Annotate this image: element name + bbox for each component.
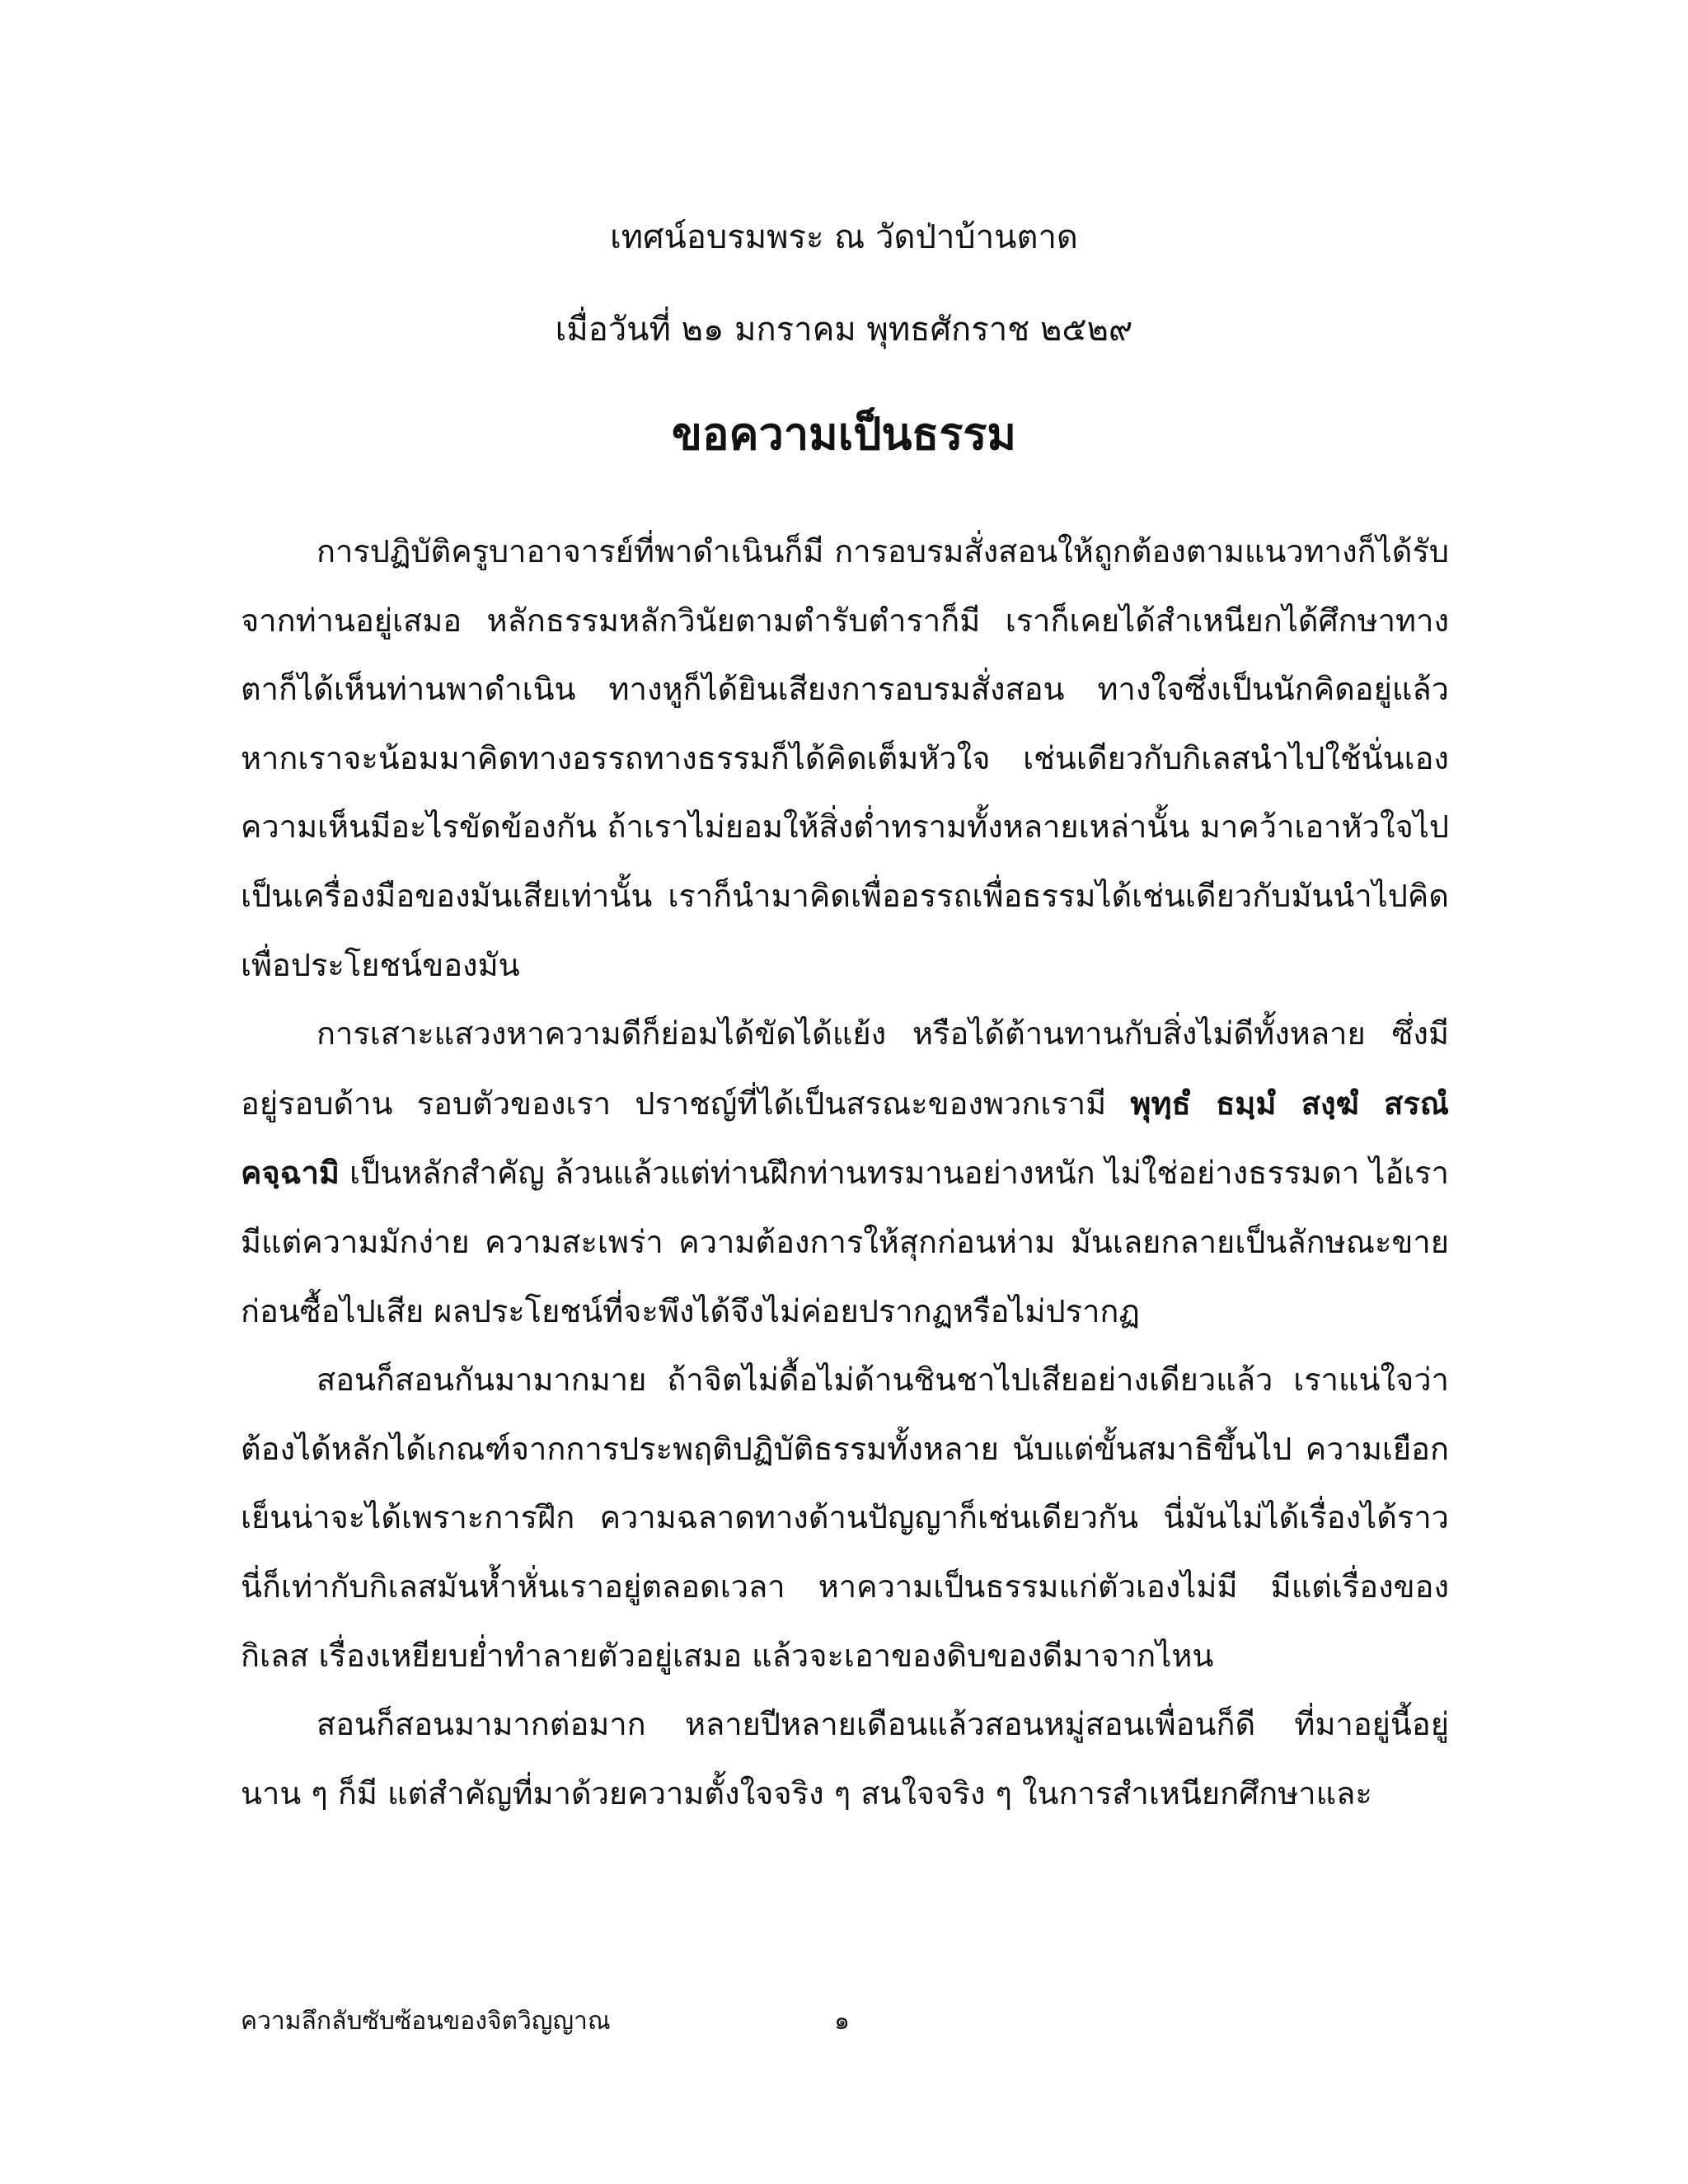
paragraph-2-text-start: การเสาะแสวงหาความดีก็ย่อมได้ขัดได้แย้ง หรือได้ต้านทานกับสิ่งไม่ดีทั้งหลาย ซึ่งมีอยู่รอบด้าน รอบตัวของเรา ปราชญ์ที่ได้เป็นสรณะของพวกเรามี: [241, 1015, 1449, 1122]
pali-refuge-phrase: พุทฺธํ ธมฺมํ สงฺฆํ สรณํ คจฺฉามิ: [241, 1084, 1449, 1192]
paragraph-4: สอนก็สอนมามากต่อมาก หลายปีหลายเดือนแล้วสอนหมู่สอนเพื่อนก็ดี ที่มาอยู่นี้อยู่นาน ๆ ก็มี แต่สำคัญที่มาด้วยความตั้งใจจริง ๆ สนใจจริง ๆ ในการสำเหนียกศึกษาและ: [241, 1706, 1449, 1811]
sermon-header-location: เทศน์อบรมพระ ณ วัดป่าบ้านตาด: [610, 218, 1078, 256]
page-footer: [241, 2001, 1449, 2042]
sermon-body: [241, 518, 1449, 1828]
paragraph-3: สอนก็สอนกันมามากมาย ถ้าจิตไม่ดื้อไม่ด้านชินชาไปเสียอย่างเดียวแล้ว เราแน่ใจว่าต้องได้หลักได้เกณฑ์จากการประพฤติปฏิบัติธรรมทั้งหลาย นับแต่ขั้นสมาธิขึ้นไป ความเยือกเย็นน่าจะได้เพราะการฝึก ความฉลาดทางด้านปัญญาก็เช่นเดียวกัน นี่มันไม่ได้เรื่องได้ราว นี่ก็เท่ากับกิเลสมันห้ำหั่นเราอยู่ตลอดเวลา หาความเป็นธรรมแก่ตัวเองไม่มี มีแต่เรื่องของกิเลส เรื่องเหยียบย่ำทำลายตัวอยู่เสมอ แล้วจะเอาของดิบของดีมาจากไหน: [241, 1361, 1449, 1674]
paragraph-1: การปฏิบัติครูบาอาจารย์ที่พาดำเนินก็มี การอบรมสั่งสอนให้ถูกต้องตามแนวทางก็ได้รับจากท่านอยู่เสมอ หลักธรรมหลักวินัยตามตำรับตำราก็มี เราก็เคยได้สำเหนียกได้ศึกษาทางตาก็ได้เห็นท่านพาดำเนิน ทางหูก็ได้ยินเสียงการอบรมสั่งสอน ทางใจซึ่งเป็นนักคิดอยู่แล้ว หากเราจะน้อมมาคิดทางอรรถทางธรรมก็ได้คิดเต็มหัวใจ เช่นเดียวกับกิเลสนำไปใช้นั่นเอง ความเห็นมีอะไรขัดข้องกัน ถ้าเราไม่ยอมให้สิ่งต่ำทรามทั้งหลายเหล่านั้น มาคว้าเอาหัวใจไปเป็นเครื่องมือของมันเสียเท่านั้น เราก็นำมาคิดเพื่ออรรถเพื่อธรรมได้เช่นเดียวกับมันนำไปคิดเพื่อประโยชน์ของมัน: [241, 533, 1449, 983]
sermon-title: ขอความเป็นธรรม: [672, 407, 1016, 460]
footer-book-title: ความลึกลับซับซ้อนของจิตวิญญาณ: [241, 2007, 611, 2036]
sermon-header-date: เมื่อวันที่ ๒๑ มกราคม พุทธศักราช ๒๕๒๙: [555, 311, 1133, 349]
footer-page-number: ๑: [834, 2007, 851, 2036]
paragraph-2: [241, 1000, 1449, 1346]
paragraph-2-text-end: เป็นหลักสำคัญ ล้วนแล้วแต่ท่านฝึกท่านทรมานอย่างหนัก ไม่ใช่อย่างธรรมดา ไอ้เรามีแต่ความมักง่าย ความสะเพร่า ความต้องการให้สุกก่อนห่าม มันเลยกลายเป็นลักษณะขายก่อนซื้อไปเสีย ผลประโยชน์ที่จะพึงได้จึงไม่ค่อยปรากฏหรือไม่ปรากฏ: [241, 1155, 1449, 1329]
